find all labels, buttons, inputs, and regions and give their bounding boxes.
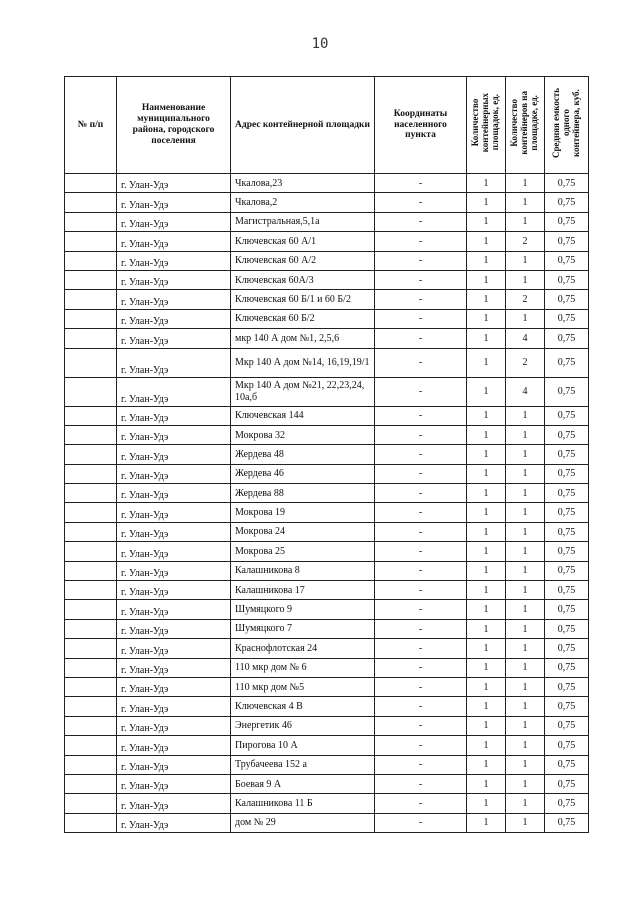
cell-address: Шумяцкого 9 <box>231 600 375 619</box>
cell-coords: - <box>375 677 467 696</box>
cell-num <box>65 774 117 793</box>
cell-municipality: г. Улан-Удэ <box>117 309 231 328</box>
cell-num <box>65 251 117 270</box>
header-line: одного <box>560 109 571 137</box>
cell-coords: - <box>375 212 467 231</box>
cell-coords: - <box>375 522 467 541</box>
cell-sites-count: 1 <box>467 445 506 464</box>
cell-address: Жердева 88 <box>231 484 375 503</box>
cell-sites-count: 1 <box>467 212 506 231</box>
header-line: площадке, ед. <box>528 95 539 151</box>
cell-avg-capacity: 0,75 <box>545 377 589 406</box>
cell-containers-count: 1 <box>506 503 545 522</box>
cell-sites-count: 1 <box>467 309 506 328</box>
table-row <box>65 445 589 464</box>
cell-containers-count: 2 <box>506 290 545 309</box>
cell-coords: - <box>375 406 467 425</box>
cell-num <box>65 484 117 503</box>
cell-sites-count: 1 <box>467 464 506 483</box>
cell-municipality: г. Улан-Удэ <box>117 542 231 561</box>
cell-coords: - <box>375 639 467 658</box>
cell-containers-count: 4 <box>506 329 545 348</box>
cell-address: Ключевская 4 В <box>231 697 375 716</box>
cell-containers-count: 4 <box>506 377 545 406</box>
cell-address: мкр 140 А дом №1, 2,5,6 <box>231 329 375 348</box>
cell-sites-count: 1 <box>467 406 506 425</box>
cell-address: Боевая 9 А <box>231 774 375 793</box>
table-row <box>65 600 589 619</box>
header-line: Средняя емкость <box>550 88 561 159</box>
cell-address: Чкалова,2 <box>231 193 375 212</box>
table-row <box>65 193 589 212</box>
cell-num <box>65 270 117 289</box>
cell-avg-capacity: 0,75 <box>545 755 589 774</box>
header-line: площадок, ед. <box>489 94 500 152</box>
cell-sites-count: 1 <box>467 813 506 832</box>
cell-num <box>65 697 117 716</box>
cell-address: Ключевская 60А/3 <box>231 270 375 289</box>
cell-num <box>65 309 117 328</box>
cell-containers-count: 1 <box>506 484 545 503</box>
container-sites-table <box>64 76 589 833</box>
cell-avg-capacity: 0,75 <box>545 697 589 716</box>
cell-avg-capacity: 0,75 <box>545 542 589 561</box>
cell-coords: - <box>375 581 467 600</box>
cell-avg-capacity: 0,75 <box>545 677 589 696</box>
cell-containers-count: 1 <box>506 270 545 289</box>
table-row <box>65 329 589 348</box>
table-row <box>65 639 589 658</box>
table-row <box>65 716 589 735</box>
cell-avg-capacity: 0,75 <box>545 561 589 580</box>
cell-municipality: г. Улан-Удэ <box>117 348 231 377</box>
cell-num <box>65 193 117 212</box>
cell-num <box>65 503 117 522</box>
cell-address: Жердева 48 <box>231 445 375 464</box>
cell-sites-count: 1 <box>467 290 506 309</box>
cell-sites-count: 1 <box>467 484 506 503</box>
table-row <box>65 755 589 774</box>
cell-num <box>65 736 117 755</box>
cell-avg-capacity: 0,75 <box>545 581 589 600</box>
cell-coords: - <box>375 425 467 444</box>
cell-municipality: г. Улан-Удэ <box>117 174 231 193</box>
cell-sites-count: 1 <box>467 716 506 735</box>
cell-num <box>65 658 117 677</box>
cell-municipality: г. Улан-Удэ <box>117 329 231 348</box>
cell-num <box>65 677 117 696</box>
cell-address: 110 мкр дом №5 <box>231 677 375 696</box>
cell-sites-count: 1 <box>467 542 506 561</box>
cell-num <box>65 619 117 638</box>
cell-containers-count: 1 <box>506 445 545 464</box>
cell-municipality: г. Улан-Удэ <box>117 794 231 813</box>
table-row <box>65 794 589 813</box>
header-line: контейнерных <box>480 93 491 153</box>
cell-municipality: г. Улан-Удэ <box>117 697 231 716</box>
cell-containers-count: 1 <box>506 736 545 755</box>
cell-coords: - <box>375 270 467 289</box>
cell-containers-count: 1 <box>506 251 545 270</box>
cell-containers-count: 1 <box>506 581 545 600</box>
cell-address: Шумяцкого 7 <box>231 619 375 638</box>
cell-address: Ключевская 60 А/2 <box>231 251 375 270</box>
cell-num <box>65 406 117 425</box>
table-row <box>65 581 589 600</box>
cell-containers-count: 1 <box>506 522 545 541</box>
cell-containers-count: 1 <box>506 464 545 483</box>
cell-containers-count: 1 <box>506 774 545 793</box>
cell-sites-count: 1 <box>467 581 506 600</box>
cell-sites-count: 1 <box>467 561 506 580</box>
cell-containers-count: 1 <box>506 755 545 774</box>
cell-coords: - <box>375 774 467 793</box>
table-row <box>65 425 589 444</box>
cell-avg-capacity: 0,75 <box>545 658 589 677</box>
cell-municipality: г. Улан-Удэ <box>117 484 231 503</box>
cell-num <box>65 522 117 541</box>
table-row <box>65 348 589 377</box>
cell-avg-capacity: 0,75 <box>545 503 589 522</box>
cell-municipality: г. Улан-Удэ <box>117 774 231 793</box>
cell-coords: - <box>375 736 467 755</box>
cell-municipality: г. Улан-Удэ <box>117 464 231 483</box>
cell-municipality: г. Улан-Удэ <box>117 639 231 658</box>
cell-avg-capacity: 0,75 <box>545 484 589 503</box>
cell-sites-count: 1 <box>467 503 506 522</box>
cell-address: Ключевская 60 Б/2 <box>231 309 375 328</box>
cell-coords: - <box>375 348 467 377</box>
header-line: контейнера, куб. <box>570 89 581 157</box>
cell-containers-count: 1 <box>506 193 545 212</box>
header-line: Количество <box>509 99 520 147</box>
cell-containers-count: 1 <box>506 794 545 813</box>
cell-coords: - <box>375 290 467 309</box>
cell-coords: - <box>375 503 467 522</box>
cell-municipality: г. Улан-Удэ <box>117 581 231 600</box>
table-row <box>65 309 589 328</box>
cell-address: Краснофлотская 24 <box>231 639 375 658</box>
cell-containers-count: 2 <box>506 232 545 251</box>
cell-sites-count: 1 <box>467 774 506 793</box>
cell-avg-capacity: 0,75 <box>545 716 589 735</box>
table-row <box>65 677 589 696</box>
cell-num <box>65 174 117 193</box>
cell-sites-count: 1 <box>467 251 506 270</box>
header-count-containers <box>506 77 545 174</box>
cell-sites-count: 1 <box>467 425 506 444</box>
cell-municipality: г. Улан-Удэ <box>117 251 231 270</box>
header-municipality: Наименование муниципального района, городского поселения <box>117 77 231 174</box>
cell-containers-count: 2 <box>506 348 545 377</box>
table-row <box>65 503 589 522</box>
cell-coords: - <box>375 794 467 813</box>
cell-municipality: г. Улан-Удэ <box>117 658 231 677</box>
cell-num <box>65 425 117 444</box>
cell-municipality: г. Улан-Удэ <box>117 193 231 212</box>
cell-sites-count: 1 <box>467 755 506 774</box>
cell-num <box>65 542 117 561</box>
cell-sites-count: 1 <box>467 522 506 541</box>
header-avg-capacity <box>545 77 589 174</box>
cell-address: Энергетик 46 <box>231 716 375 735</box>
cell-num <box>65 212 117 231</box>
header-count-sites <box>467 77 506 174</box>
cell-municipality: г. Улан-Удэ <box>117 716 231 735</box>
cell-avg-capacity: 0,75 <box>545 464 589 483</box>
table-row <box>65 406 589 425</box>
cell-sites-count: 1 <box>467 736 506 755</box>
cell-coords: - <box>375 813 467 832</box>
cell-municipality: г. Улан-Удэ <box>117 561 231 580</box>
header-line: Количество <box>470 99 481 147</box>
cell-sites-count: 1 <box>467 794 506 813</box>
cell-address: Калашникова 17 <box>231 581 375 600</box>
cell-avg-capacity: 0,75 <box>545 522 589 541</box>
cell-coords: - <box>375 445 467 464</box>
table-row <box>65 232 589 251</box>
cell-num <box>65 232 117 251</box>
header-num: № п/п <box>65 77 117 174</box>
cell-municipality: г. Улан-Удэ <box>117 755 231 774</box>
cell-sites-count: 1 <box>467 174 506 193</box>
cell-municipality: г. Улан-Удэ <box>117 290 231 309</box>
cell-address: Мкр 140 А дом №21, 22,23,24, 10а,б <box>231 377 375 406</box>
cell-coords: - <box>375 561 467 580</box>
cell-num <box>65 600 117 619</box>
table-row <box>65 736 589 755</box>
cell-avg-capacity: 0,75 <box>545 193 589 212</box>
cell-avg-capacity: 0,75 <box>545 309 589 328</box>
cell-municipality: г. Улан-Удэ <box>117 619 231 638</box>
table-row <box>65 174 589 193</box>
cell-address: Трубачеева 152 а <box>231 755 375 774</box>
cell-sites-count: 1 <box>467 329 506 348</box>
cell-municipality: г. Улан-Удэ <box>117 425 231 444</box>
cell-municipality: г. Улан-Удэ <box>117 270 231 289</box>
header-coords: Координаты населенного пункта <box>375 77 467 174</box>
cell-avg-capacity: 0,75 <box>545 348 589 377</box>
cell-containers-count: 1 <box>506 561 545 580</box>
cell-containers-count: 1 <box>506 212 545 231</box>
cell-coords: - <box>375 329 467 348</box>
cell-address: Мокрова 24 <box>231 522 375 541</box>
cell-coords: - <box>375 377 467 406</box>
cell-municipality: г. Улан-Удэ <box>117 677 231 696</box>
table-row <box>65 697 589 716</box>
cell-coords: - <box>375 251 467 270</box>
cell-containers-count: 1 <box>506 716 545 735</box>
cell-sites-count: 1 <box>467 600 506 619</box>
cell-address: Мокрова 32 <box>231 425 375 444</box>
cell-num <box>65 561 117 580</box>
page-number: 10 <box>311 36 329 52</box>
cell-containers-count: 1 <box>506 619 545 638</box>
cell-num <box>65 445 117 464</box>
cell-num <box>65 377 117 406</box>
cell-containers-count: 1 <box>506 406 545 425</box>
cell-sites-count: 1 <box>467 348 506 377</box>
cell-coords: - <box>375 697 467 716</box>
cell-num <box>65 348 117 377</box>
cell-containers-count: 1 <box>506 813 545 832</box>
cell-municipality: г. Улан-Удэ <box>117 212 231 231</box>
cell-municipality: г. Улан-Удэ <box>117 377 231 406</box>
cell-containers-count: 1 <box>506 600 545 619</box>
cell-num <box>65 581 117 600</box>
cell-address: 110 мкр дом № 6 <box>231 658 375 677</box>
cell-address: Ключевская 60 Б/1 и 60 Б/2 <box>231 290 375 309</box>
cell-municipality: г. Улан-Удэ <box>117 503 231 522</box>
cell-sites-count: 1 <box>467 193 506 212</box>
cell-avg-capacity: 0,75 <box>545 813 589 832</box>
cell-num <box>65 464 117 483</box>
cell-containers-count: 1 <box>506 697 545 716</box>
cell-sites-count: 1 <box>467 677 506 696</box>
cell-avg-capacity: 0,75 <box>545 174 589 193</box>
cell-avg-capacity: 0,75 <box>545 774 589 793</box>
table-row <box>65 561 589 580</box>
cell-coords: - <box>375 658 467 677</box>
cell-avg-capacity: 0,75 <box>545 270 589 289</box>
cell-municipality: г. Улан-Удэ <box>117 445 231 464</box>
cell-avg-capacity: 0,75 <box>545 639 589 658</box>
cell-avg-capacity: 0,75 <box>545 794 589 813</box>
cell-municipality: г. Улан-Удэ <box>117 600 231 619</box>
cell-address: Чкалова,23 <box>231 174 375 193</box>
cell-municipality: г. Улан-Удэ <box>117 813 231 832</box>
table-row <box>65 813 589 832</box>
cell-address: Мкр 140 А дом №14, 16,19,19/1 <box>231 348 375 377</box>
cell-coords: - <box>375 600 467 619</box>
cell-coords: - <box>375 619 467 638</box>
cell-address: Мокрова 19 <box>231 503 375 522</box>
cell-municipality: г. Улан-Удэ <box>117 232 231 251</box>
cell-num <box>65 813 117 832</box>
cell-avg-capacity: 0,75 <box>545 232 589 251</box>
cell-num <box>65 755 117 774</box>
cell-sites-count: 1 <box>467 270 506 289</box>
cell-address: Ключевская 144 <box>231 406 375 425</box>
cell-avg-capacity: 0,75 <box>545 406 589 425</box>
cell-address: Ключевская 60 А/1 <box>231 232 375 251</box>
cell-coords: - <box>375 484 467 503</box>
table-row <box>65 464 589 483</box>
cell-containers-count: 1 <box>506 425 545 444</box>
cell-containers-count: 1 <box>506 677 545 696</box>
cell-sites-count: 1 <box>467 658 506 677</box>
cell-coords: - <box>375 716 467 735</box>
cell-address: Пирогова 10 А <box>231 736 375 755</box>
cell-avg-capacity: 0,75 <box>545 600 589 619</box>
table-row <box>65 619 589 638</box>
cell-containers-count: 1 <box>506 658 545 677</box>
cell-avg-capacity: 0,75 <box>545 290 589 309</box>
table-header-row <box>65 77 589 174</box>
header-line: контейнеров на <box>519 91 530 155</box>
cell-coords: - <box>375 193 467 212</box>
cell-sites-count: 1 <box>467 639 506 658</box>
cell-containers-count: 1 <box>506 174 545 193</box>
table-row <box>65 290 589 309</box>
cell-address: Калашникова 11 Б <box>231 794 375 813</box>
cell-coords: - <box>375 309 467 328</box>
cell-municipality: г. Улан-Удэ <box>117 406 231 425</box>
table-row <box>65 251 589 270</box>
cell-coords: - <box>375 174 467 193</box>
cell-municipality: г. Улан-Удэ <box>117 522 231 541</box>
cell-coords: - <box>375 542 467 561</box>
cell-address: Мокрова 25 <box>231 542 375 561</box>
cell-num <box>65 794 117 813</box>
table-row <box>65 212 589 231</box>
cell-containers-count: 1 <box>506 309 545 328</box>
table-row <box>65 658 589 677</box>
cell-containers-count: 1 <box>506 639 545 658</box>
table-row <box>65 542 589 561</box>
table-row <box>65 270 589 289</box>
cell-num <box>65 716 117 735</box>
cell-containers-count: 1 <box>506 542 545 561</box>
cell-sites-count: 1 <box>467 232 506 251</box>
cell-avg-capacity: 0,75 <box>545 251 589 270</box>
cell-avg-capacity: 0,75 <box>545 212 589 231</box>
cell-coords: - <box>375 464 467 483</box>
cell-num <box>65 639 117 658</box>
cell-sites-count: 1 <box>467 619 506 638</box>
cell-avg-capacity: 0,75 <box>545 619 589 638</box>
cell-address: Жердева 46 <box>231 464 375 483</box>
cell-num <box>65 329 117 348</box>
cell-municipality: г. Улан-Удэ <box>117 736 231 755</box>
cell-coords: - <box>375 232 467 251</box>
cell-num <box>65 290 117 309</box>
table-row <box>65 377 589 406</box>
table-row <box>65 522 589 541</box>
cell-coords: - <box>375 755 467 774</box>
cell-address: Магистральная,5,1а <box>231 212 375 231</box>
cell-address: дом № 29 <box>231 813 375 832</box>
cell-sites-count: 1 <box>467 697 506 716</box>
table-row <box>65 774 589 793</box>
cell-avg-capacity: 0,75 <box>545 329 589 348</box>
table-row <box>65 484 589 503</box>
cell-avg-capacity: 0,75 <box>545 736 589 755</box>
cell-address: Калашникова 8 <box>231 561 375 580</box>
header-address: Адрес контейнерной площадки <box>231 77 375 174</box>
cell-avg-capacity: 0,75 <box>545 425 589 444</box>
cell-sites-count: 1 <box>467 377 506 406</box>
cell-avg-capacity: 0,75 <box>545 445 589 464</box>
